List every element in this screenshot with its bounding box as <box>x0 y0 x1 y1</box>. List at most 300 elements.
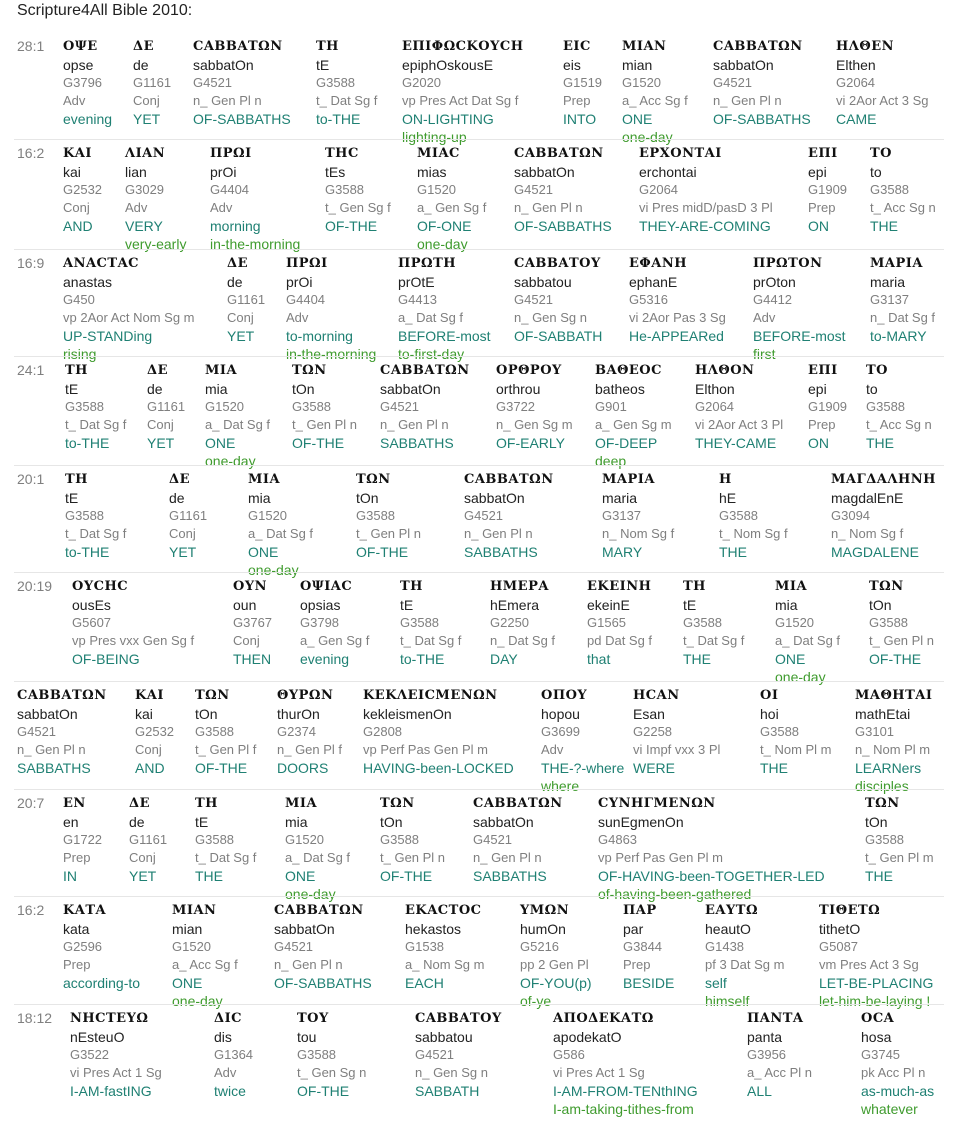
strongs-number: G2596 <box>63 939 103 954</box>
word-column <box>541 687 624 795</box>
english-gloss: to-THE <box>400 651 445 667</box>
greek-word: ΤΗ <box>400 579 423 594</box>
transliteration: kai <box>63 164 81 180</box>
strongs-number: G1909 <box>808 182 848 197</box>
english-gloss: twice <box>214 1083 246 1099</box>
greek-word: ΟΠΟΥ <box>541 688 588 703</box>
parsing: a_ Acc Sg f <box>622 93 688 108</box>
transliteration: epiphOskousE <box>402 57 494 73</box>
english-gloss: OF-THE <box>380 868 433 884</box>
greek-word: ΠΑΡ <box>623 903 657 918</box>
transliteration: tOn <box>380 814 403 830</box>
english-gloss: self <box>705 975 727 991</box>
alternate-gloss: to-first-day <box>398 346 465 362</box>
verse-reference: 16:2 <box>17 902 45 918</box>
strongs-number: G1520 <box>775 615 815 630</box>
word-column <box>473 795 563 903</box>
english-gloss: SABBATHS <box>464 544 538 560</box>
word-column <box>402 38 524 146</box>
parsing: t_ Gen Pl f <box>195 742 257 757</box>
parsing: Conj <box>233 633 260 648</box>
strongs-number: G3767 <box>233 615 273 630</box>
strongs-number: G1520 <box>172 939 212 954</box>
strongs-number: G2532 <box>135 724 175 739</box>
greek-word: ΘΥΡΩΝ <box>277 688 334 703</box>
transliteration: ephanE <box>629 274 678 290</box>
alternate-gloss <box>760 777 832 795</box>
parsing: t_ Gen Sg n <box>297 1065 367 1080</box>
greek-word: ΠΡΩΙ <box>286 256 328 271</box>
strongs-number: G1519 <box>563 75 603 90</box>
strongs-number: G4521 <box>514 292 554 307</box>
alternate-gloss <box>325 235 391 253</box>
strongs-number: G4521 <box>274 939 314 954</box>
transliteration: hosa <box>861 1029 892 1045</box>
transliteration: tOn <box>356 490 379 506</box>
alternate-gloss <box>719 561 788 579</box>
english-gloss: THE <box>870 218 898 234</box>
parsing: a_ Acc Sg f <box>172 957 238 972</box>
word-column <box>623 902 674 1010</box>
alternate-gloss <box>70 1100 162 1118</box>
word-column <box>831 471 936 579</box>
strongs-number: G3588 <box>400 615 440 630</box>
english-gloss: OF-HAVING-been-TOGETHER-LED <box>598 868 825 884</box>
parsing: vp Pres Act Dat Sg f <box>402 93 519 108</box>
alternate-gloss <box>72 668 194 686</box>
greek-word: ΠΡΩΙ <box>210 146 252 161</box>
strongs-number: G450 <box>63 292 95 307</box>
alternate-gloss <box>195 885 256 903</box>
parsing: a_ Dat Sg f <box>775 633 841 648</box>
word-column <box>277 687 342 795</box>
strongs-number: G1538 <box>405 939 445 954</box>
english-gloss: OF-SABBATHS <box>193 111 291 127</box>
greek-word: ΤΟ <box>866 363 888 378</box>
greek-word: ΤΗ <box>195 796 218 811</box>
english-gloss: ONE <box>775 651 806 667</box>
strongs-number: G3588 <box>356 508 396 523</box>
verse-reference: 20:7 <box>17 795 45 811</box>
word-column <box>514 255 602 363</box>
greek-word: CΑΒΒΑΤΩΝ <box>193 39 283 54</box>
alternate-gloss <box>473 885 563 903</box>
alternate-gloss: one-day <box>205 453 256 469</box>
strongs-number: G3956 <box>747 1047 787 1062</box>
greek-word: ΑΠΟΔΕΚΑΤΩ <box>553 1011 654 1026</box>
strongs-number: G1161 <box>147 399 186 414</box>
english-gloss: VERY <box>125 218 163 234</box>
strongs-number: G4404 <box>286 292 326 307</box>
greek-word: ΔΕ <box>169 472 190 487</box>
transliteration: tE <box>683 597 697 613</box>
word-column <box>380 795 445 903</box>
word-column <box>63 255 195 363</box>
greek-word: ΕΡΧΟΝΤΑΙ <box>639 146 722 161</box>
english-gloss: ON <box>808 218 829 234</box>
parsing: vi 2Aor Act 3 Sg <box>836 93 929 108</box>
english-gloss: HAVING-been-LOCKED <box>363 760 514 776</box>
word-column <box>70 1010 162 1118</box>
strongs-number: G1565 <box>587 615 627 630</box>
parsing: t_ Dat Sg f <box>683 633 745 648</box>
english-gloss: ONE <box>205 435 236 451</box>
parsing: Conj <box>135 742 162 757</box>
verse-divider <box>14 789 944 790</box>
transliteration: sunEgmenOn <box>598 814 684 830</box>
word-column <box>866 362 932 470</box>
transliteration: prOtE <box>398 274 435 290</box>
transliteration: prOi <box>286 274 313 290</box>
greek-word: CΑΒΒΑΤΩΝ <box>713 39 803 54</box>
greek-word: CΑΒΒΑΤΟΥ <box>514 256 601 271</box>
english-gloss: as-much-as <box>861 1083 935 1099</box>
verse-divider <box>14 139 944 140</box>
strongs-number: G2532 <box>63 182 103 197</box>
word-column <box>713 38 811 146</box>
parsing: n_ Gen Sg n <box>514 310 587 325</box>
word-column <box>865 795 934 903</box>
alternate-gloss <box>274 992 372 1010</box>
transliteration: epi <box>808 164 827 180</box>
strongs-number: G1520 <box>417 182 457 197</box>
parsing: vi Pres Act 1 Sg <box>553 1065 645 1080</box>
greek-word: ΚΕΚΛΕΙCΜΕΝΩΝ <box>363 688 498 703</box>
transliteration: Elthon <box>695 381 735 397</box>
alternate-gloss: one-day <box>622 129 673 145</box>
alternate-gloss <box>490 668 555 686</box>
strongs-number: G3588 <box>380 832 420 847</box>
alternate-gloss <box>65 561 126 579</box>
alternate-gloss: very-early <box>125 236 187 252</box>
strongs-number: G4521 <box>193 75 233 90</box>
word-column <box>760 687 832 795</box>
parsing: vp Pres vxx Gen Sg f <box>72 633 195 648</box>
alternate-gloss: I-am-taking-tithes-from <box>553 1101 694 1117</box>
english-gloss: THE <box>865 868 893 884</box>
strongs-number: G1438 <box>705 939 745 954</box>
greek-word: ΗΛΘΕΝ <box>836 39 894 54</box>
word-column <box>135 687 174 795</box>
alternate-gloss <box>129 885 167 903</box>
word-column <box>705 902 784 1010</box>
parsing: Adv <box>286 310 309 325</box>
greek-word: ΜΙΑ <box>205 363 238 378</box>
english-gloss: to-morning <box>286 328 353 344</box>
verse-divider <box>14 465 944 466</box>
transliteration: mia <box>248 490 271 506</box>
english-gloss: AND <box>63 218 93 234</box>
strongs-number: G2374 <box>277 724 317 739</box>
parsing: t_ Dat Sg f <box>195 850 257 865</box>
parsing: t_ Dat Sg f <box>65 526 127 541</box>
word-column <box>129 795 167 903</box>
parsing: a_ Dat Sg f <box>398 310 464 325</box>
english-gloss: morning <box>210 218 261 234</box>
alternate-gloss <box>133 128 171 146</box>
word-column <box>490 578 555 686</box>
greek-word: ΤΗ <box>316 39 339 54</box>
english-gloss: OF-THE <box>292 435 345 451</box>
word-column <box>63 902 140 1010</box>
greek-word: ΜΑΡΙΑ <box>870 256 923 271</box>
parsing: a_ Gen Sg f <box>417 200 487 215</box>
word-column <box>775 578 840 686</box>
strongs-number: G4413 <box>398 292 438 307</box>
word-column <box>405 902 484 1010</box>
strongs-number: G3588 <box>760 724 800 739</box>
transliteration: tOn <box>865 814 888 830</box>
transliteration: thurOn <box>277 706 320 722</box>
verse-divider <box>14 1004 944 1005</box>
verse-divider <box>14 572 944 573</box>
greek-word: ΗCΑΝ <box>633 688 680 703</box>
english-gloss: I-AM-FROM-TENthING <box>553 1083 698 1099</box>
greek-word: ΠΡΩΤΗ <box>398 256 457 271</box>
transliteration: panta <box>747 1029 783 1045</box>
parsing: Conj <box>133 93 160 108</box>
parsing: n_ Gen Pl n <box>193 93 262 108</box>
english-gloss: OF-THE <box>297 1083 350 1099</box>
english-gloss: DOORS <box>277 760 329 776</box>
english-gloss: YET <box>169 544 197 560</box>
word-column <box>274 902 372 1010</box>
strongs-number: G3588 <box>297 1047 337 1062</box>
alternate-gloss <box>193 128 291 146</box>
english-gloss: MARY <box>602 544 643 560</box>
parsing: Prep <box>808 200 836 215</box>
parsing: pd Dat Sg f <box>587 633 653 648</box>
transliteration: mia <box>775 597 798 613</box>
strongs-number: G3588 <box>65 508 105 523</box>
greek-word: ΟΡΘΡΟΥ <box>496 363 562 378</box>
parsing: t_ Gen Pl m <box>865 850 934 865</box>
transliteration: Esan <box>633 706 665 722</box>
strongs-number: G3588 <box>683 615 723 630</box>
strongs-number: G2250 <box>490 615 530 630</box>
word-column <box>870 145 936 253</box>
word-column <box>639 145 773 253</box>
transliteration: opse <box>63 57 94 73</box>
transliteration: sabbatou <box>415 1029 473 1045</box>
word-column <box>233 578 272 686</box>
greek-word: ΤΩΝ <box>195 688 230 703</box>
parsing: t_ Gen Sg f <box>325 200 391 215</box>
alternate-gloss <box>514 235 612 253</box>
greek-word: ΔΕ <box>129 796 150 811</box>
parsing: n_ Dat Sg f <box>870 310 936 325</box>
parsing: Adv <box>210 200 233 215</box>
strongs-number: G2020 <box>402 75 442 90</box>
greek-word: ΔΙC <box>214 1011 243 1026</box>
greek-word: ΤΗ <box>65 472 88 487</box>
parsing: n_ Gen Sg m <box>496 417 573 432</box>
alternate-gloss <box>380 452 470 470</box>
greek-word: ΟΥΝ <box>233 579 267 594</box>
parsing: n_ Gen Pl n <box>514 200 583 215</box>
word-column <box>316 38 377 146</box>
english-gloss: OF-SABBATHS <box>274 975 372 991</box>
word-column <box>292 362 357 470</box>
alternate-gloss <box>135 777 174 795</box>
word-column <box>496 362 573 470</box>
greek-word: ΤΙΘΕΤΩ <box>819 903 881 918</box>
strongs-number: G3745 <box>861 1047 901 1062</box>
alternate-gloss: rising <box>63 346 97 362</box>
alternate-gloss <box>195 777 256 795</box>
greek-word: ΟΥCΗC <box>72 579 129 594</box>
greek-word: ΠΡΩΤΟΝ <box>753 256 823 271</box>
word-column <box>398 255 491 363</box>
parsing: Prep <box>808 417 836 432</box>
word-column <box>72 578 194 686</box>
alternate-gloss: lighting-up <box>402 129 467 145</box>
parsing: Conj <box>227 310 254 325</box>
transliteration: tithetO <box>819 921 861 937</box>
greek-word: ΕΝ <box>63 796 86 811</box>
transliteration: hopou <box>541 706 580 722</box>
greek-word: ΔΕ <box>147 363 168 378</box>
transliteration: mia <box>205 381 228 397</box>
greek-word: ΕΦΑΝΗ <box>629 256 687 271</box>
greek-word: CΑΒΒΑΤΩΝ <box>514 146 604 161</box>
english-gloss: THE-?-where <box>541 760 625 776</box>
alternate-gloss: one-day <box>417 236 468 252</box>
transliteration: dis <box>214 1029 232 1045</box>
english-gloss: OF-ONE <box>417 218 472 234</box>
english-gloss: I-AM-fastING <box>70 1083 152 1099</box>
transliteration: sabbatOn <box>380 381 441 397</box>
greek-word: CΥΝΗΓΜΕΝΩΝ <box>598 796 716 811</box>
greek-word: ΠΑΝΤΑ <box>747 1011 804 1026</box>
english-gloss: IN <box>63 868 77 884</box>
transliteration: mathEtai <box>855 706 911 722</box>
page-title: Scripture4All Bible 2010: <box>17 2 193 19</box>
greek-word: ΟΨΕ <box>63 39 98 54</box>
alternate-gloss <box>147 452 185 470</box>
strongs-number: G1520 <box>248 508 288 523</box>
english-gloss: LET-BE-PLACING <box>819 975 934 991</box>
transliteration: nEsteuO <box>70 1029 125 1045</box>
strongs-number: G4521 <box>415 1047 455 1062</box>
greek-word: ΕΙC <box>563 39 591 54</box>
alternate-gloss <box>808 235 847 253</box>
word-column <box>719 471 788 579</box>
transliteration: magdalEnE <box>831 490 904 506</box>
alternate-gloss: one-day <box>285 886 336 902</box>
parsing: n_ Gen Pl n <box>713 93 782 108</box>
english-gloss: THE <box>719 544 747 560</box>
english-gloss: UP-STANDing <box>63 328 153 344</box>
word-column <box>210 145 300 253</box>
english-gloss: OF-SABBATHS <box>514 218 612 234</box>
transliteration: eis <box>563 57 581 73</box>
transliteration: par <box>623 921 644 937</box>
strongs-number: G3588 <box>865 832 905 847</box>
transliteration: batheos <box>595 381 645 397</box>
word-column <box>520 902 592 1010</box>
alternate-gloss <box>808 452 847 470</box>
word-column <box>415 1010 502 1118</box>
transliteration: tou <box>297 1029 317 1045</box>
english-gloss: OF-THE <box>195 760 248 776</box>
transliteration: en <box>63 814 79 830</box>
strongs-number: G3588 <box>870 182 910 197</box>
strongs-number: G3588 <box>719 508 759 523</box>
strongs-number: G4404 <box>210 182 250 197</box>
strongs-number: G3796 <box>63 75 103 90</box>
strongs-number: G5316 <box>629 292 669 307</box>
alternate-gloss <box>639 235 773 253</box>
transliteration: de <box>147 381 163 397</box>
alternate-gloss <box>277 777 342 795</box>
greek-word: ΕΚΑCΤΟC <box>405 903 482 918</box>
strongs-number: G4521 <box>17 724 57 739</box>
parsing: n_ Nom Sg f <box>602 526 675 541</box>
transliteration: de <box>227 274 243 290</box>
strongs-number: G5216 <box>520 939 560 954</box>
transliteration: hE <box>719 490 737 506</box>
alternate-gloss <box>405 992 484 1010</box>
alternate-gloss <box>400 668 461 686</box>
strongs-number: G1722 <box>63 832 103 847</box>
alternate-gloss: first <box>753 346 776 362</box>
greek-word: ΥΜΩΝ <box>520 903 570 918</box>
strongs-number: G3101 <box>855 724 895 739</box>
greek-word: ΔΕ <box>227 256 248 271</box>
transliteration: opsias <box>300 597 341 613</box>
english-gloss: YET <box>227 328 255 344</box>
greek-word: ΒΑΘΕΟC <box>595 363 662 378</box>
transliteration: apodekatO <box>553 1029 622 1045</box>
alternate-gloss: whatever <box>861 1101 918 1117</box>
greek-word: ΜΑΓΔΑΛΗΝΗ <box>831 472 936 487</box>
word-column <box>195 687 256 795</box>
parsing: Adv <box>753 310 776 325</box>
english-gloss: BESIDE <box>623 975 675 991</box>
greek-word: ΕΠΙ <box>808 146 838 161</box>
parsing: t_ Gen Pl n <box>292 417 358 432</box>
transliteration: sabbatou <box>514 274 572 290</box>
verse-divider <box>14 249 944 250</box>
transliteration: lian <box>125 164 147 180</box>
greek-word: CΑΒΒΑΤΩΝ <box>380 363 470 378</box>
word-column <box>563 38 602 146</box>
alternate-gloss <box>316 128 377 146</box>
parsing: pp 2 Gen Pl <box>520 957 589 972</box>
strongs-number: G2064 <box>695 399 735 414</box>
strongs-number: G3588 <box>195 832 235 847</box>
alternate-gloss: himself <box>705 993 750 1009</box>
alternate-gloss <box>514 345 602 363</box>
greek-word: ΤΩΝ <box>380 796 415 811</box>
word-column <box>17 687 107 795</box>
transliteration: sabbatOn <box>514 164 575 180</box>
english-gloss: THE <box>760 760 788 776</box>
transliteration: kai <box>135 706 153 722</box>
greek-word: ΕΠΙ <box>808 363 838 378</box>
greek-word: ΜΙΑΝ <box>622 39 667 54</box>
verse-reference: 18:12 <box>17 1010 53 1026</box>
english-gloss: THEN <box>233 651 272 667</box>
greek-word: ΜΑΡΙΑ <box>602 472 655 487</box>
english-gloss: to-THE <box>65 544 110 560</box>
word-column <box>147 362 185 470</box>
parsing: a_ Nom Sg m <box>405 957 485 972</box>
strongs-number: G3588 <box>869 615 909 630</box>
parsing: vp Perf Pas Gen Pl m <box>598 850 723 865</box>
english-gloss: that <box>587 651 611 667</box>
